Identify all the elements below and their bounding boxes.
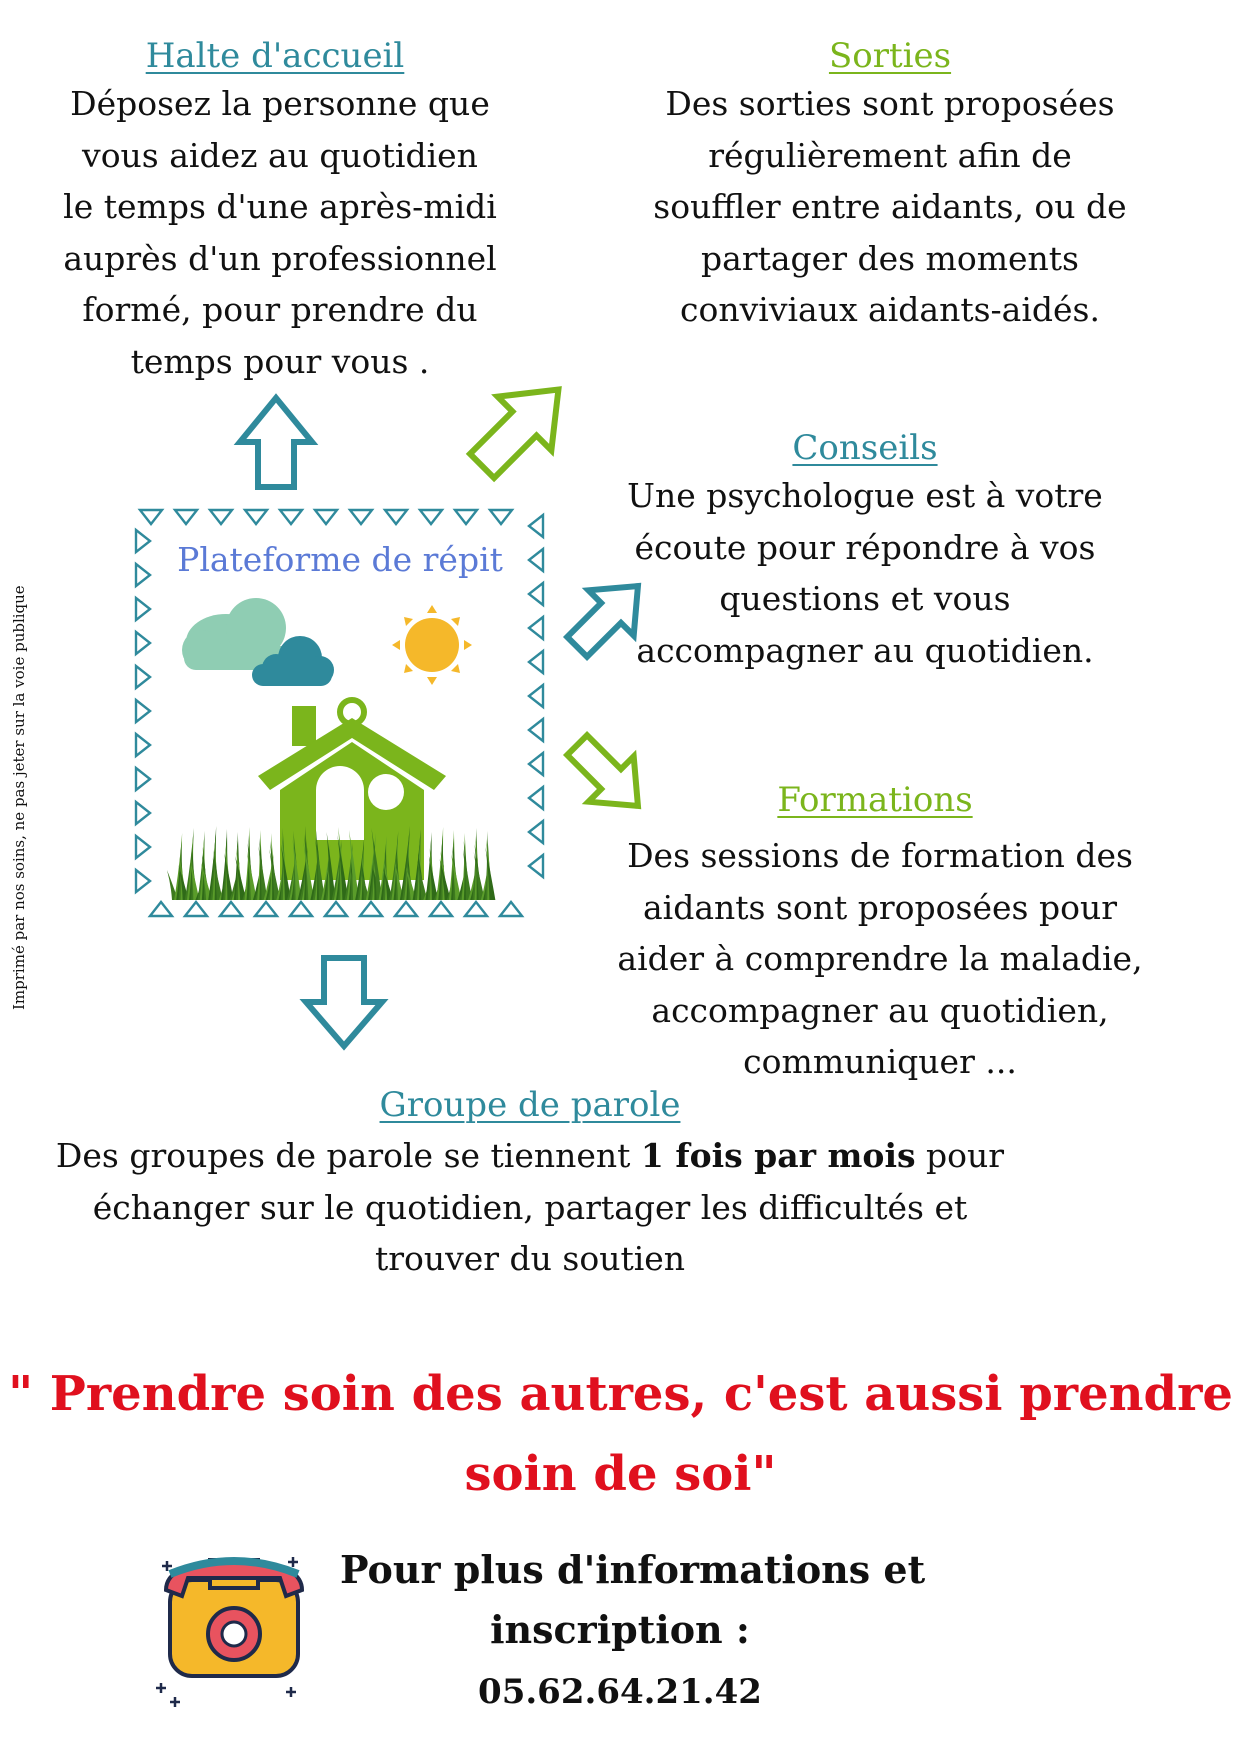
groupe-line: échanger sur le quotidien, partager les difficultés et xyxy=(92,1187,968,1227)
frame-triangle xyxy=(529,821,543,843)
frame-triangle xyxy=(210,510,232,524)
frame-triangle xyxy=(175,510,197,524)
halte-line: formé, pour prendre du xyxy=(82,290,478,329)
frame-triangle xyxy=(529,651,543,673)
frame-triangle xyxy=(136,836,150,858)
arrow-up-right-icon xyxy=(455,363,585,493)
frame-triangle xyxy=(529,753,543,775)
sorties-title: Sorties xyxy=(828,36,952,76)
frame-triangle xyxy=(385,510,407,524)
frame-triangle xyxy=(529,583,543,605)
contact-line: inscription : xyxy=(490,1607,750,1652)
halte-line: Déposez la personne que xyxy=(70,84,490,123)
sorties-line: Des sorties sont proposées xyxy=(665,84,1115,123)
sorties-line: souffler entre aidants, ou de xyxy=(653,187,1127,226)
frame-triangle xyxy=(245,510,267,524)
formations-line: aider à comprendre la maladie, xyxy=(617,939,1143,978)
halte-line: auprès d'un professionnel xyxy=(63,238,497,278)
frame-triangle xyxy=(529,685,543,707)
conseils-line: écoute pour répondre à vos xyxy=(634,527,1096,567)
arrow-up-icon xyxy=(240,398,312,487)
frame-triangle xyxy=(136,802,150,824)
conseils-line: accompagner au quotidien. xyxy=(636,630,1094,670)
groupe-title: Groupe de parole xyxy=(379,1085,681,1125)
quote-line: soin de soi" xyxy=(464,1446,777,1502)
frame-triangle xyxy=(255,902,277,916)
frequency-highlight: 1 fois par mois xyxy=(640,1136,916,1175)
frame-triangle xyxy=(455,510,477,524)
telephone-icon xyxy=(156,1557,302,1707)
frame-triangle xyxy=(529,787,543,809)
frame-triangle xyxy=(185,902,207,916)
conseils-line: questions et vous xyxy=(719,579,1011,618)
quote-line: " Prendre soin des autres, c'est aussi prendre xyxy=(8,1366,1233,1422)
arrow-down-icon xyxy=(306,958,382,1046)
frame-triangle xyxy=(140,510,162,524)
frame-triangle xyxy=(395,902,417,916)
frame-triangle xyxy=(420,510,442,524)
frame-triangle xyxy=(136,632,150,654)
frame-triangle xyxy=(290,902,312,916)
phone-number: 05.62.64.21.42 xyxy=(478,1672,762,1712)
halte-line: le temps d'une après-midi xyxy=(63,187,497,226)
groupe-line: Des groupes de parole se tiennent 1 fois par mois pour xyxy=(55,1136,1005,1175)
frame-triangle xyxy=(136,768,150,790)
frame-triangle xyxy=(315,510,337,524)
frame-triangle xyxy=(360,902,382,916)
center-label: Plateforme de répit xyxy=(177,540,503,579)
frame-triangle xyxy=(529,617,543,639)
frame-triangle xyxy=(350,510,372,524)
frame-triangle xyxy=(136,598,150,620)
frame-triangle xyxy=(490,510,512,524)
groupe-line: trouver du soutien xyxy=(374,1239,686,1278)
frame-triangle xyxy=(529,719,543,741)
halte-line: temps pour vous . xyxy=(130,341,430,381)
frame-triangle xyxy=(150,902,172,916)
frame-triangle xyxy=(136,666,150,688)
sorties-line: régulièrement afin de xyxy=(708,135,1072,175)
halte-title: Halte d'accueil xyxy=(145,36,405,76)
frame-triangle xyxy=(529,549,543,571)
frame-triangle xyxy=(529,855,543,877)
frame-triangle xyxy=(500,902,522,916)
conseils-title: Conseils xyxy=(792,428,938,468)
frame-triangle xyxy=(136,700,150,722)
sun-icon xyxy=(392,605,472,685)
formations-line: Des sessions de formation des xyxy=(627,836,1133,875)
frame-triangle xyxy=(430,902,452,916)
formations-line: aidants sont proposées pour xyxy=(643,887,1117,927)
sorties-line: partager des moments xyxy=(701,238,1079,278)
sorties-line: conviviaux aidants-aidés. xyxy=(680,290,1100,329)
frame-triangle xyxy=(136,734,150,756)
frame-triangle xyxy=(280,510,302,524)
formations-line: communiquer ... xyxy=(743,1042,1017,1081)
side-note: Imprimé par nos soins, ne pas jeter sur la voie publique xyxy=(10,585,28,1010)
frame-triangle xyxy=(325,902,347,916)
arrow-up-right-icon xyxy=(555,563,661,669)
formations-title: Formations xyxy=(777,780,973,820)
arrow-down-right-icon xyxy=(555,723,661,829)
conseils-line: Une psychologue est à votre xyxy=(627,476,1103,515)
frame-triangle xyxy=(136,564,150,586)
frame-triangle xyxy=(220,902,242,916)
frame-triangle xyxy=(465,902,487,916)
halte-line: vous aidez au quotidien xyxy=(82,135,478,175)
frame-triangle xyxy=(136,870,150,892)
contact-line: Pour plus d'informations et xyxy=(340,1547,926,1592)
frame-triangle xyxy=(529,515,543,537)
frame-triangle xyxy=(136,530,150,552)
formations-line: accompagner au quotidien, xyxy=(651,990,1109,1030)
